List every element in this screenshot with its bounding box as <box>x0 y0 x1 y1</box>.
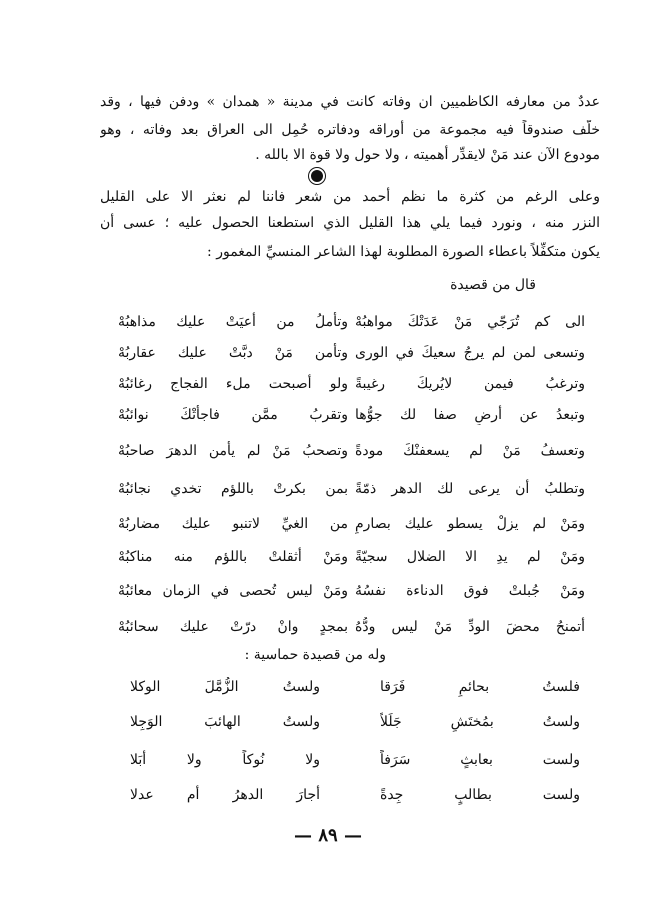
verse-6-first-hemistich: وتطلبُ أن يرعى لك الدهر ذمّةً <box>355 481 585 497</box>
page-number: — ٨٩ — <box>294 825 362 846</box>
verse-8-first-hemistich: ومَنْ لم يدِ الا الضلال سجيّةً <box>355 549 585 565</box>
verse-9-second-hemistich: ومَنْ ليس تُحصى في الزمان معائبُهْ <box>118 583 348 599</box>
poem-2-verse-1-first-hemistich: فلستُ بحائمٍ فَرَقا <box>380 679 580 695</box>
verse-3-second-hemistich: ولو أصبحت ملء الفجاج رغائبُهْ <box>118 376 348 392</box>
verse-2-second-hemistich: وتأمن مَنْ دبَّتْ عليك عقاربُهْ <box>118 345 348 361</box>
paragraph-1-line-3: مودوع الآن عند مَنْ لايقدِّر أهميته ، ولا حول ولا قوة الا بالله . <box>255 147 600 163</box>
verse-6-second-hemistich: بمن بكرتْ باللؤم تخدي نجائبُهْ <box>118 481 348 497</box>
verse-10-first-hemistich: أتمنحُ محضَ الودِّ مَنْ ليس ودُّهُ <box>355 619 585 635</box>
verse-1-first-hemistich: الى كم تُرَجّي مَنْ عَدَتْكَ مواهبُهْ <box>355 314 585 330</box>
poem-2-verse-4-first-hemistich: ولست بطالبٍ جِدةً <box>380 787 580 803</box>
section-divider-bullet <box>309 168 325 184</box>
poem-2-heading: وله من قصيدة حماسية : <box>244 647 386 663</box>
verse-4-first-hemistich: وتبعدُ عن أرضٍ صفا لك جوُّها <box>355 407 585 423</box>
verse-1-second-hemistich: وتأملُ من أعيَتْ عليك مذاهبُهْ <box>118 314 348 330</box>
paragraph-2-line-1: وعلى الرغم من كثرة ما نظم أحمد من شعر فاننا لم نعثر الا على القليل <box>100 189 600 205</box>
poem-2-verse-2-second-hemistich: ولستُ الهائبَ الوَجِلا <box>130 714 320 730</box>
paragraph-2-line-2: النزر منه ، ونورد فيما يلي هذا القليل الذي استطعنا الحصول عليه ؛ عسى أن <box>100 215 600 231</box>
verse-2-first-hemistich: وتسعى لمن لم يرجُ سعيكَ في الورى <box>355 345 585 361</box>
verse-4-second-hemistich: وتقربُ ممَّن فاجأتْكَ نوائبُهْ <box>118 407 348 423</box>
verse-5-second-hemistich: وتصحبُ مَنْ لم يأمن الدهرَ صاحبُهْ <box>118 443 348 459</box>
verse-9-first-hemistich: ومَنْ جُبلتْ فوق الدناءة نفسُهُ <box>355 583 585 599</box>
poem-2-verse-3-second-hemistich: ولا نُوكاً ولا أَبَلا <box>130 752 320 768</box>
verse-7-second-hemistich: من الغيِّ لاتنبو عليك مضاربُهْ <box>118 516 348 532</box>
paragraph-1-line-1: عددٌ من معارفه الكاظميين ان وفاته كانت في مدينة « همدان » ودفن فيها ، وقد <box>100 94 600 110</box>
poem-2-verse-2-first-hemistich: ولستُ بمُختَشٍ جَلَلاً <box>380 714 580 730</box>
poem-1-heading: قال من قصيدة <box>450 277 536 293</box>
paragraph-1-line-2: خلّف صندوقاً فيه مجموعة من أوراقه ودفاتره حُمِل الى العراق بعد وفاته ، وهو <box>100 122 600 138</box>
verse-3-first-hemistich: وترغبُ فيمن لايُريكَ رغيبةً <box>355 376 585 392</box>
verse-8-second-hemistich: ومَنْ أثقلتْ باللؤم منه مناكبُهْ <box>118 549 348 565</box>
poem-2-verse-4-second-hemistich: أجارَ الدهرُ أم عدلا <box>130 787 320 803</box>
verse-5-first-hemistich: وتعسفُ مَنْ لم يسعفنْكَ مودةً <box>355 443 585 459</box>
poem-2-verse-3-first-hemistich: ولست بعابثٍ سَرَفاً <box>380 752 580 768</box>
poem-2-verse-1-second-hemistich: ولستُ الزُّمَّلَ الوكلا <box>130 679 320 695</box>
verse-10-second-hemistich: بمجدٍ وانْ درّتْ عليك سحائبُهْ <box>118 619 348 635</box>
verse-7-first-hemistich: ومَنْ لم يزلْ يسطو عليك بصارمٍ <box>355 516 585 532</box>
paragraph-2-line-3: يكون متكفِّلاً باعطاء الصورة المطلوبة لهذا الشاعر المنسيِّ المغمور : <box>207 244 600 260</box>
